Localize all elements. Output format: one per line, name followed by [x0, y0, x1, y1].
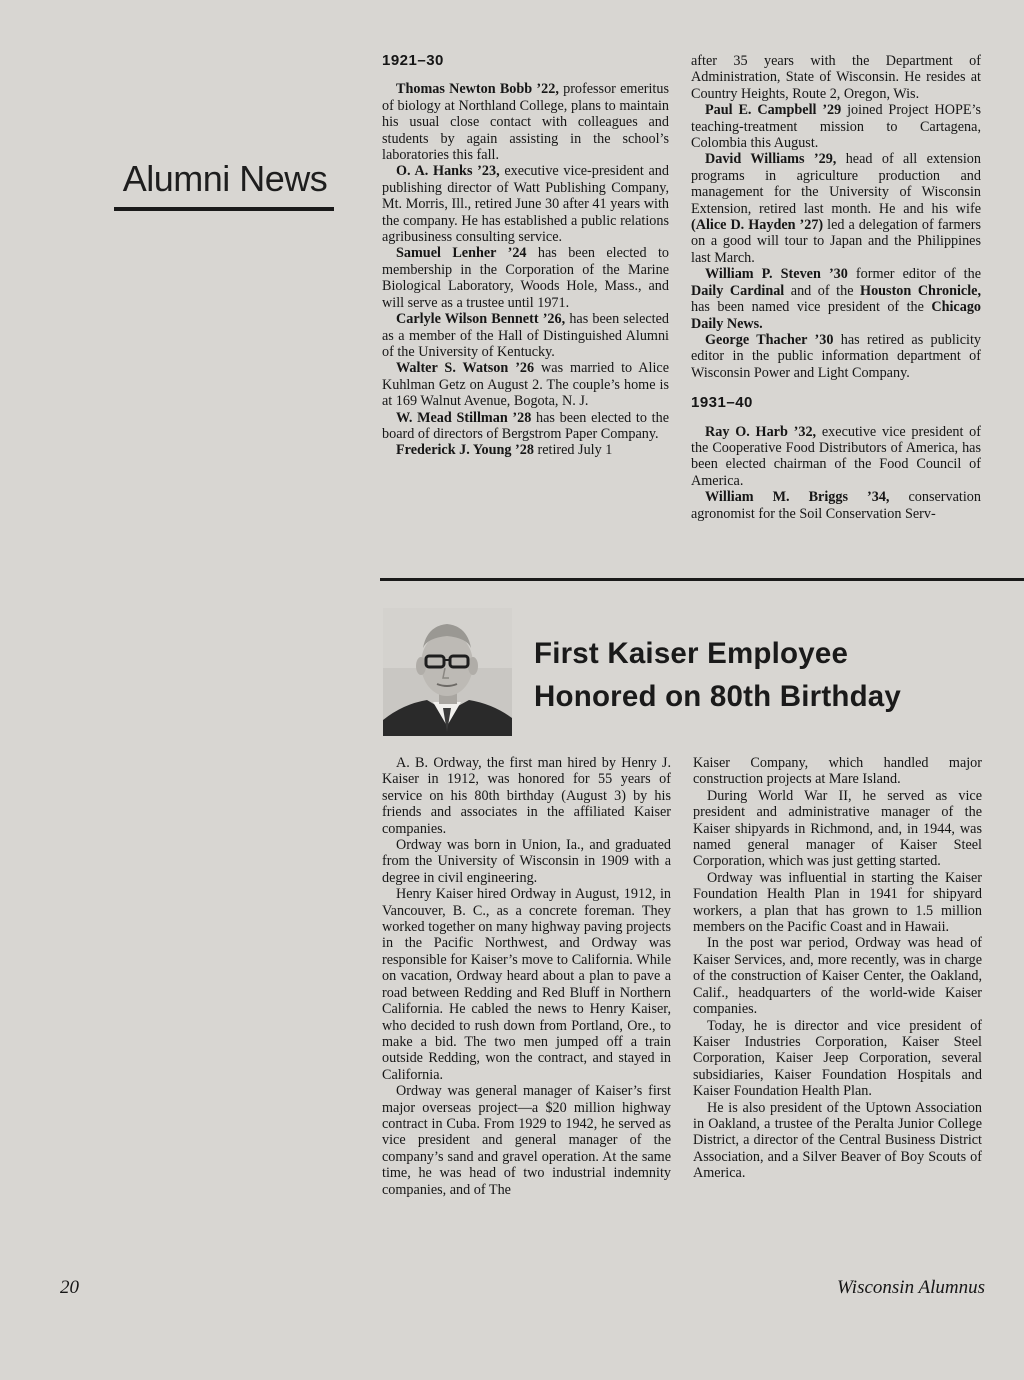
feature-headline	[534, 632, 974, 718]
alumnus-name: (Alice D. Hayden ’27)	[691, 217, 824, 234]
note-campbell: Paul E. Campbell ’29 joined Project HOPE’s teaching-treatment mission to Cartagena, Colombia this August.	[691, 102, 981, 152]
page-number: 20	[60, 1277, 79, 1298]
headline-line-1: First Kaiser Employee	[534, 637, 849, 670]
decade-heading-1931-40: 1931–40	[691, 394, 753, 412]
feature-column-2	[693, 755, 982, 1182]
feature-paragraph: Ordway was influential in starting the Kaiser Foundation Health Plan in 1941 for shipyard workers, a plan that has grown to 1.5 million members on the Pacific Coast and in Hawaii.	[693, 869, 982, 936]
note-briggs: William M. Briggs ’34, conservation agronomist for the Soil Conservation Serv-	[691, 489, 981, 522]
alumnus-name: William M. Briggs ’34,	[705, 489, 890, 506]
note-steven: William P. Steven ’30 former editor of the Daily Cardinal and of the Houston Chronicle, has been named vice president of the Chicago Daily News.	[691, 266, 982, 332]
note-lenher: Samuel Lenher ’24 has been elected to membership in the Corporation of the Marine Biological Laboratory, Woods Hole, Mass., and will serve as a trustee until 1971.	[382, 245, 669, 311]
feature-paragraph: Kaiser Company, which handled major construction projects at Mare Island.	[693, 755, 982, 788]
alumni-notes-column-1	[382, 53, 669, 459]
note-bennett: Carlyle Wilson Bennett ’26, has been selected as a member of the Hall of Distinguished Alumni of the University of Kentucky.	[382, 311, 669, 360]
note-thacher: George Thacher ’30 has retired as publicity editor in the public information department of Wisconsin Power and Light Company.	[691, 331, 981, 381]
alumnus-name: George Thacher ’30	[705, 331, 834, 348]
feature-paragraph: He is also president of the Uptown Association in Oakland, a trustee of the Peralta Junior College District, a director of the Central Business District Association, and a Silver Beaver of Boy Scouts of America.	[693, 1099, 982, 1182]
note-hanks: O. A. Hanks ’23, executive vice-president and publishing director of Watt Publishing Company, Mt. Morris, Ill., retired June 30 after 41 years with the company. He has established a public relations agribusiness consulting service.	[382, 163, 669, 246]
publication-name: Chicago Daily News.	[691, 299, 981, 332]
alumnus-name: William P. Steven ’30	[705, 266, 848, 283]
section-title: Alumni News	[122, 158, 328, 199]
portrait-photo	[383, 608, 512, 736]
note-bobb: Thomas Newton Bobb ’22, professor emeritus of biology at Northland College, plans to maintain his usual close contact with colleagues and students by again assisting in the school’s laboratories this fall.	[382, 81, 669, 164]
note-young-continued: after 35 years with the Department of Administration, State of Wisconsin. He resides at Country Heights, Route 2, Oregon, Wis.	[691, 53, 981, 102]
publication-title: Wisconsin Alumnus	[837, 1277, 985, 1298]
alumnus-name: O. A. Hanks ’23,	[396, 163, 500, 180]
headline-line-2: Honored on 80th Birthday	[534, 680, 902, 713]
alumni-notes-column-2	[691, 53, 981, 522]
section-title-rule	[114, 207, 334, 211]
alumnus-name: Paul E. Campbell ’29	[705, 102, 842, 119]
alumnus-name: W. Mead Stillman ’28	[396, 409, 532, 426]
note-williams: David Williams ’29, head of all extension programs in agriculture production and management for the University of Wisconsin Extension, retired last month. He and his wife (Alice D. Hayden ’27) led a delegation of farmers on a good will tour to Japan and the Philippines last March.	[691, 151, 981, 266]
alumnus-name: David Williams ’29,	[705, 151, 837, 168]
note-young: Frederick J. Young ’28 retired July 1	[396, 442, 613, 459]
feature-paragraph: Ordway was general manager of Kaiser’s first major overseas project—a $20 million highway contract in Cuba. From 1929 to 1942, he served as vice president and general manager of the company’s sand and gravel operation. At the same time, he was head of two industrial indemnity companies, and of The	[382, 1083, 671, 1198]
feature-paragraph: In the post war period, Ordway was head of Kaiser Services, and, more recently, was in charge of the construction of Kaiser Center, the Oakland, Calif., headquarters of the world-wide Kaiser companies.	[693, 935, 982, 1018]
feature-paragraph: Today, he is director and vice president of Kaiser Industries Corporation, Kaiser Steel Corporation, Kaiser Jeep Corporation, several subsidiaries, Kaiser Foundation Hospitals and Kaiser Foundation Health Plan.	[693, 1017, 982, 1100]
alumnus-name: Frederick J. Young ’28	[396, 442, 534, 459]
alumnus-name: Carlyle Wilson Bennett ’26,	[396, 311, 566, 328]
section-divider-rule	[380, 578, 1024, 581]
alumnus-name: Samuel Lenher ’24	[396, 245, 527, 262]
feature-paragraph: During World War II, he served as vice president and administrative manager of the Kaiser shipyards in Richmond, and, in 1944, was named general manager of Kaiser Steel Corporation, which was just getting started.	[693, 787, 982, 870]
portrait-illustration	[383, 608, 512, 736]
feature-paragraph: Henry Kaiser hired Ordway in August, 1912, in Vancouver, B. C., as a concrete foreman. They worked together on many highway paving projects in the Pacific Northwest, and Ordway was responsible for Kaiser’s move to California. While on vacation, Ordway heard about a plan to pave a road between Redding and Red Bluff in Northern California. He cabled the news to Henry Kaiser, who decided to rush down from Portland, Ore., to make a bid. The two men jumped off a train outside Redding, won the contract, and stayed in California.	[382, 886, 671, 1083]
decade-heading-1921-30: 1921–30	[382, 52, 444, 69]
note-harb: Ray O. Harb ’32, executive vice president of the Cooperative Food Distributors of America, has been elected chairman of the Food Council of America.	[691, 423, 981, 489]
alumnus-name: Ray O. Harb ’32,	[705, 423, 817, 440]
feature-column-1	[382, 755, 671, 1198]
feature-paragraph: Ordway was born in Union, Ia., and graduated from the University of Wisconsin in 1909 with a degree in civil engineering.	[382, 837, 671, 886]
feature-paragraph: A. B. Ordway, the first man hired by Henry J. Kaiser in 1912, was honored for 55 years of service on his 80th birthday (August 3) by his friends and associates in the affiliated Kaiser companies.	[382, 755, 671, 837]
publication-name: Daily Cardinal	[691, 282, 785, 299]
alumnus-name: Walter S. Watson ’26	[396, 360, 535, 377]
alumnus-name: Thomas Newton Bobb ’22,	[396, 81, 559, 98]
note-stillman: W. Mead Stillman ’28 has been elected to the board of directors of Bergstrom Paper Company.	[382, 409, 669, 442]
note-watson: Walter S. Watson ’26 was married to Alice Kuhlman Getz on August 2. The couple’s home is at 169 Walnut Avenue, Bogota, N. J.	[382, 360, 670, 410]
publication-name: Houston Chronicle,	[860, 282, 982, 299]
